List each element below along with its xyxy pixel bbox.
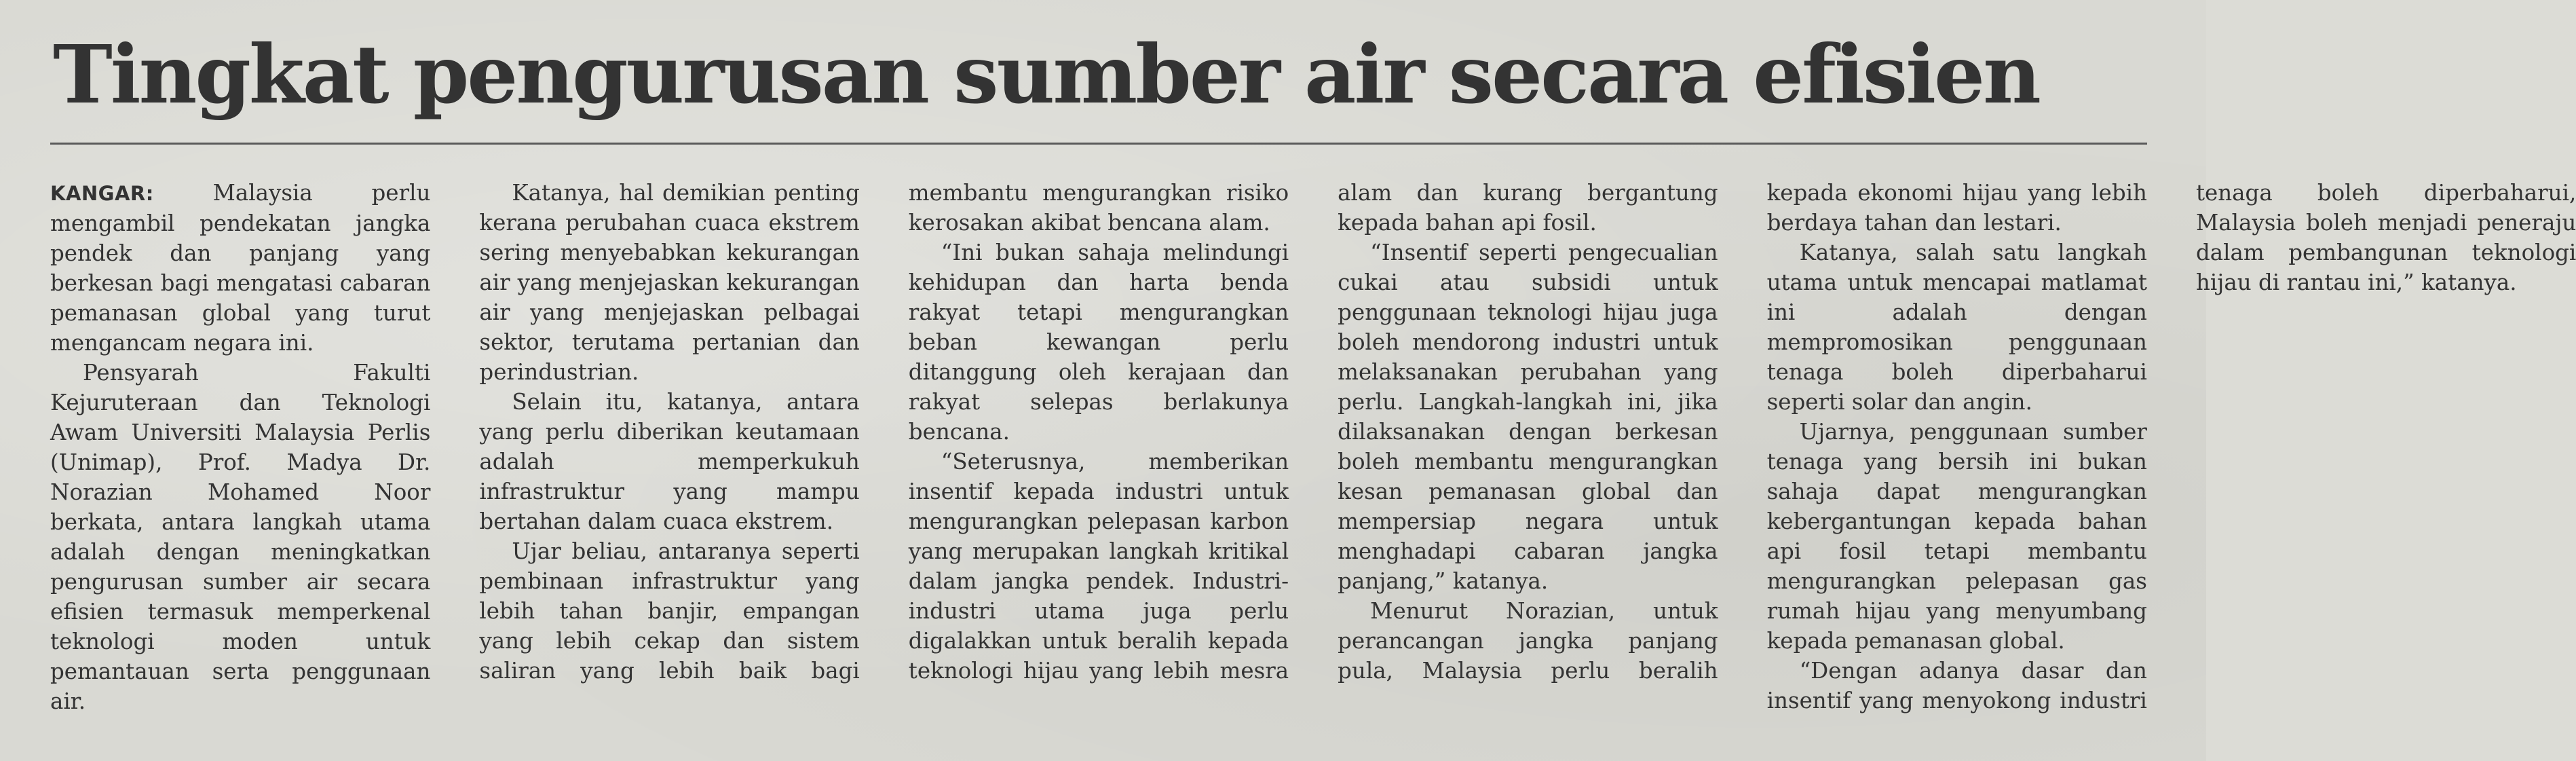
lead-paragraph [50, 178, 430, 358]
lead-text: Malaysia perlu mengambil pendekatan jangka pendek dan panjang yang berkesan bagi mengatasi cabaran pemanasan global yang turut mengancam negara ini. [50, 180, 431, 356]
article-paragraph: Ujarnya, penggunaan sumber tenaga yang bersih ini bukan sahaja dapat mengurangkan kebergantungan kepada bahan api fosil tetapi membantu mengurangkan pelepasan gas rumah hijau yang menyumbang kepada pemanasan global. [1766, 419, 2147, 654]
article-paragraph: Katanya, hal demikian penting kerana perubahan cuaca ekstrem sering menyebabkan kekurangan air yang menjejaskan kekurangan air yang menjejaskan pelbagai sektor, terutama pertanian dan perindustrian. [479, 180, 860, 385]
article-paragraph: Pensyarah Fakulti Kejuruteraan dan Teknologi Awam Universiti Malaysia Perlis (Unimap), Prof. Madya Dr. Norazian Mohamed Noor berkata, antara langkah utama adalah dengan meningkatkan pengurusan sumber air secara efisien termasuk memperkenal teknologi moden untuk pemantauan serta penggunaan air. [50, 360, 431, 714]
headline-divider [50, 143, 2147, 145]
article-paragraph: Ujar beliau, antaranya seperti pembinaan infrastruktur yang lebih tahan banjir, empangan yang lebih cekap dan sistem saliran yang lebih baik bagi membantu mengurangkan risiko kerosakan akibat bencana alam. [479, 180, 1289, 684]
article-paragraph: “Insentif seperti pengecualian cukai atau subsidi untuk penggunaan teknologi hijau juga boleh mendorong industri untuk melaksanakan perubahan yang perlu. Langkah-langkah ini, jika dilaksanakan dengan berkesan boleh membantu mengurangkan kesan pemanasan global dan mempersiap negara untuk menghadapi cabaran jangka panjang,” katanya. [1338, 240, 1718, 594]
headline: Tingkat pengurusan sumber air secara efisien [53, 27, 2039, 122]
article-paragraph: Katanya, salah satu langkah utama untuk mencapai matlamat ini adalah dengan mempromosikan penggunaan tenaga boleh diperbaharui seperti solar dan angin. [1766, 240, 2147, 415]
article-paragraph: “Ini bukan sahaja melindungi kehidupan dan harta benda rakyat tetapi mengurangkan beban kewangan perlu ditanggung oleh kerajaan dan rakyat selepas berlakunya bencana. [908, 240, 1289, 445]
article-paragraph: “Dengan adanya dasar dan insentif yang menyokong industri tenaga boleh diperbaharui, Malaysia boleh menjadi peneraju dalam pembangunan teknologi hijau di rantau ini,” katanya. [1766, 180, 2576, 713]
article-paragraph: Selain itu, katanya, antara yang perlu diberikan keutamaan adalah memperkukuh infrastruktur yang mampu bertahan dalam cuaca ekstrem. [479, 389, 860, 534]
article-paragraph: Menurut Norazian, untuk perancangan jangka panjang pula, Malaysia perlu beralih kepada ekonomi hijau yang lebih berdaya tahan dan lestari. [1338, 180, 2147, 684]
dateline: KANGAR: [50, 182, 154, 205]
article-paragraph: “Seterusnya, memberikan insentif kepada industri untuk mengurangkan pelepasan karbon yang merupakan langkah kritikal dalam jangka pendek. Industri-industri utama juga perlu digalakkan untuk beralih kepada teknologi hijau yang lebih mesra alam dan kurang bergantung kepada bahan api fosil. [908, 180, 1718, 684]
bleed-through-text [41, 0, 2144, 27]
article-body [50, 178, 2576, 721]
